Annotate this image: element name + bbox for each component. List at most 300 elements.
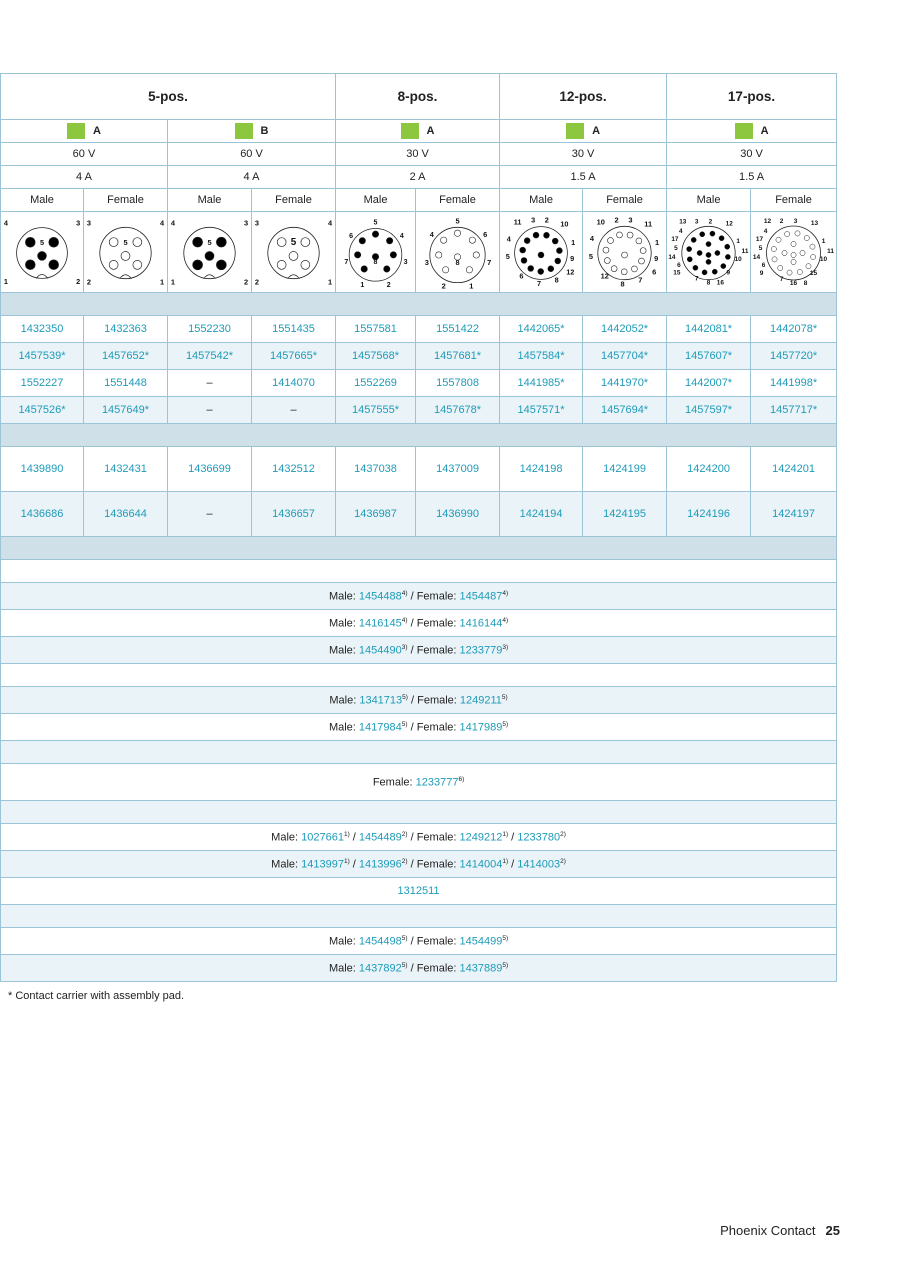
pin-label: 17 [671, 235, 679, 243]
part-number: 1437892 [358, 962, 402, 975]
pin [800, 250, 805, 255]
pin-label: 3 [86, 217, 92, 227]
part-number: 1416145 [358, 617, 402, 630]
part-number: 1457720* [751, 343, 837, 370]
female-label: / Female: [407, 935, 460, 948]
pin-label: 2 [441, 281, 446, 291]
pin [691, 237, 696, 242]
part-number: 1436686 [1, 492, 84, 537]
male-label: Male: [329, 694, 360, 707]
accessory-row [1, 637, 837, 664]
pin-label: 4 [328, 217, 333, 227]
part-number: 1454487 [459, 590, 503, 603]
current-cell: 2 A [336, 166, 500, 189]
pin-label: 1 [469, 281, 474, 291]
band-cell [1, 537, 837, 560]
accessory-cell [1, 637, 837, 664]
part-number: 1454498 [358, 935, 402, 948]
part-number: 1552230 [168, 316, 252, 343]
blank-cell [1, 801, 837, 824]
pin-label: 11 [827, 247, 834, 255]
part-number: 1457539* [1, 343, 84, 370]
coding-cell [1, 120, 168, 143]
pin [528, 265, 534, 271]
blank-cell [1, 905, 837, 928]
pin [782, 250, 787, 255]
pinout-svg [168, 213, 251, 292]
pin-label: 8 [455, 257, 460, 267]
pin-label: 8 [620, 279, 625, 289]
pinout-svg [667, 213, 750, 292]
pin-label: 17 [755, 235, 764, 243]
pin [384, 265, 390, 271]
pin [785, 231, 790, 236]
part-number: 1457526* [1, 397, 84, 424]
part-number: 1414004 [459, 858, 503, 871]
pin-label: 2 [86, 277, 92, 287]
pin [361, 265, 367, 271]
pin-label: 8 [554, 274, 559, 284]
part-number: 1027661 [301, 831, 344, 844]
band-cell [1, 424, 837, 447]
pin-label: 5 [758, 244, 763, 252]
pin [466, 266, 472, 272]
blank-cell [1, 664, 837, 687]
pin [533, 232, 539, 238]
pin-label: 5 [123, 237, 128, 247]
blank-row [1, 560, 837, 583]
pin-label: 13 [810, 219, 819, 227]
coding-label: B [260, 124, 269, 137]
accessory-cell [1, 878, 837, 905]
pinout-diagram-female-8pos [416, 212, 500, 293]
part-number: 1441970* [583, 370, 667, 397]
coding-cell [168, 120, 336, 143]
pin [205, 251, 214, 260]
pinout-svg [84, 213, 167, 292]
coding-cell [667, 120, 837, 143]
pin [109, 237, 118, 246]
pin-label: 4 [399, 232, 404, 240]
section-band [1, 537, 837, 560]
pin-label: 9 [570, 253, 575, 263]
part-number: 1437889 [459, 962, 503, 975]
voltage-row [1, 143, 837, 166]
pin [687, 256, 692, 261]
pinout-diagram-female-5pos-b [252, 212, 336, 293]
gender-cell: Male [336, 189, 416, 212]
part-number: 1457681* [416, 343, 500, 370]
header-17pos: 17-pos. [667, 74, 837, 120]
current-cell: 4 A [168, 166, 336, 189]
pin [109, 260, 118, 269]
pin [121, 251, 130, 260]
gender-cell: Male [168, 189, 252, 212]
accessory-row [1, 955, 837, 982]
part-number: 1424196 [667, 492, 751, 537]
part-number: 1233777 [415, 776, 459, 789]
footnote-ref: 3) [401, 643, 408, 651]
pin-label: 4 [3, 218, 8, 228]
part-number: 1454488 [358, 590, 402, 603]
footnote-ref: 5) [401, 934, 408, 942]
pin [700, 231, 705, 236]
pin-label: 1 [328, 277, 333, 287]
pin-label: 15 [673, 269, 681, 277]
pin-label: 9 [759, 269, 764, 277]
pin [776, 237, 781, 242]
accessory-cell [1, 714, 837, 741]
part-number: 1436699 [168, 447, 252, 492]
footer-brand: Phoenix Contact [720, 1223, 816, 1238]
pin [725, 244, 730, 249]
accessory-cell [1, 583, 837, 610]
pin [603, 247, 609, 253]
pin [611, 265, 617, 271]
pin-label: 6 [652, 267, 657, 277]
pin-label: 4 [506, 233, 511, 243]
part-number: 1414003 [517, 858, 561, 871]
footnote-ref: 5) [401, 961, 408, 969]
footnote: * Contact carrier with assembly pad. [8, 990, 185, 1002]
pin-label: 3 [628, 214, 633, 224]
pin [804, 235, 809, 240]
accessory-cell [1, 610, 837, 637]
pinout-diagram-female-12pos [583, 212, 667, 293]
pin [289, 251, 298, 260]
gender-cell: Female [416, 189, 500, 212]
pin-label: 13 [679, 217, 687, 225]
voltage-cell: 60 V [168, 143, 336, 166]
male-label: Male: [328, 935, 359, 948]
part-number: 1457665* [252, 343, 336, 370]
part-number: 1436657 [252, 492, 336, 537]
footnote-ref: 3) [502, 643, 509, 651]
pin [133, 260, 142, 269]
pin [25, 259, 35, 269]
part-number: – [168, 370, 252, 397]
pin-label: 5 [505, 251, 510, 261]
pin [631, 265, 637, 271]
accessory-cell [1, 928, 837, 955]
pin-label: 14 [668, 253, 676, 261]
part-number: 1457568* [336, 343, 416, 370]
pin [193, 259, 203, 269]
coding-swatch [235, 123, 253, 139]
pin [608, 237, 614, 243]
female-label: / Female: [407, 831, 460, 844]
pin [797, 269, 802, 274]
pin-label: 2 [254, 277, 260, 287]
pinout-svg [252, 213, 335, 292]
pin [524, 237, 530, 243]
page-number: 25 [825, 1223, 840, 1238]
pin-label: 6 [761, 261, 766, 269]
accessory-cell [1, 764, 837, 801]
female-label: / Female: [407, 644, 460, 657]
pin-label: 2 [614, 214, 619, 224]
pin-label: 14 [752, 253, 761, 261]
footnote-ref: 5) [402, 693, 408, 701]
separator: / [349, 858, 359, 871]
table-row [1, 447, 837, 492]
band-cell [1, 293, 837, 316]
female-label: / Female: [407, 858, 460, 871]
pinout-svg [336, 213, 415, 292]
table-row [1, 397, 837, 424]
pin-label: 6 [519, 270, 524, 280]
pinout-diagram-male-5pos-a [1, 212, 84, 293]
voltage-cell: 30 V [336, 143, 500, 166]
coding-label: A [760, 124, 769, 137]
female-label: / Female: [407, 617, 460, 630]
male-label: Male: [328, 590, 359, 603]
header-8pos: 8-pos. [336, 74, 500, 120]
pin [806, 263, 811, 268]
part-number: 1552227 [1, 370, 84, 397]
pin [386, 237, 392, 243]
part-number: – [168, 492, 252, 537]
pin-label: 2 [243, 277, 249, 287]
accessory-row [1, 878, 837, 905]
pinout-svg [751, 213, 836, 292]
part-number: 1233780 [517, 831, 561, 844]
pin [636, 237, 642, 243]
part-number: 1552269 [336, 370, 416, 397]
pin-label: 2 [386, 281, 391, 289]
accessory-row [1, 583, 837, 610]
male-label: Male: [328, 962, 359, 975]
pin-label: 5 [674, 244, 678, 252]
part-number: 1413997 [301, 858, 344, 871]
current-cell: 4 A [1, 166, 168, 189]
section-band [1, 293, 837, 316]
footnote-ref: 6) [458, 775, 465, 783]
pin [687, 246, 692, 251]
pin-label: 8 [373, 258, 378, 266]
female-label: / Female: [407, 694, 460, 707]
pin-label: 1 [159, 277, 165, 287]
pin [552, 238, 558, 244]
voltage-cell: 30 V [667, 143, 837, 166]
pin-label: 5 [455, 215, 460, 225]
footnote-ref: 4) [401, 616, 408, 624]
pin-label: 2 [708, 217, 713, 225]
pin [49, 259, 59, 269]
footnote-ref: 4) [401, 589, 408, 597]
pin-label: 1 [170, 277, 176, 287]
part-number: 1457571* [500, 397, 583, 424]
pin-label: 15 [809, 269, 818, 277]
pin-label: 10 [560, 219, 569, 229]
male-label: Male: [271, 831, 302, 844]
pin [301, 237, 310, 246]
part-number: 1457542* [168, 343, 252, 370]
separator: / [349, 831, 359, 844]
pin-label: 5 [588, 251, 593, 261]
part-number: 1432350 [1, 316, 84, 343]
pin [712, 269, 717, 274]
footnote-ref: 1) [502, 830, 509, 838]
part-number: 1424201 [751, 447, 837, 492]
pin [443, 266, 449, 272]
pin-label: 3 [694, 217, 699, 225]
pin-label: 10 [734, 255, 742, 263]
accessory-cell [1, 851, 837, 878]
part-number: 1416144 [459, 617, 503, 630]
pin-label: 11 [644, 218, 653, 228]
part-number: 1457597* [667, 397, 751, 424]
male-label: Male: [271, 858, 302, 871]
pin-label: 12 [600, 271, 609, 281]
pinout-svg [416, 213, 499, 292]
pin [787, 270, 792, 275]
part-number: 1249211 [459, 694, 502, 707]
separator: / [508, 831, 518, 844]
part-number: 1312511 [397, 885, 440, 897]
pin-label: 6 [677, 261, 681, 269]
accessory-row [1, 824, 837, 851]
pin [617, 231, 623, 237]
page-footer [720, 1223, 840, 1238]
pin-label: 16 [789, 279, 798, 287]
pin [544, 232, 550, 238]
accessory-cell [1, 955, 837, 982]
part-number: 1437038 [336, 447, 416, 492]
pin [390, 251, 396, 257]
pinout-diagram-female-17pos [751, 212, 837, 293]
pin [627, 232, 633, 238]
pin [193, 237, 203, 247]
pin-label: 3 [424, 257, 429, 267]
part-number: 1432512 [252, 447, 336, 492]
part-number: 1454490 [358, 644, 402, 657]
coding-label: A [592, 124, 601, 137]
pin [706, 259, 711, 264]
pin-label: 5 [39, 237, 45, 247]
part-number: 1457704* [583, 343, 667, 370]
pin [706, 252, 711, 257]
footnote-ref: 2) [401, 830, 408, 838]
part-number: 1457649* [84, 397, 168, 424]
part-number: 1457652* [84, 343, 168, 370]
pin-label: 12 [763, 217, 772, 225]
blank-cell [1, 741, 837, 764]
coding-cell [500, 120, 667, 143]
part-number: 1424195 [583, 492, 667, 537]
part-number: 1557581 [336, 316, 416, 343]
part-number: 1551422 [416, 316, 500, 343]
part-number: 1457694* [583, 397, 667, 424]
table-row [1, 316, 837, 343]
footnote-ref: 1) [343, 830, 350, 838]
pin [521, 257, 527, 263]
footnote-ref: 5) [502, 961, 509, 969]
pin-label: 8 [706, 279, 711, 287]
pin [133, 237, 142, 246]
accessory-row [1, 687, 837, 714]
gender-cell: Male [667, 189, 751, 212]
pin [710, 231, 715, 236]
footnote-ref: 4) [502, 589, 509, 597]
pin-label: 5 [207, 237, 212, 247]
part-number: 1424200 [667, 447, 751, 492]
blank-row [1, 664, 837, 687]
pin-label: 8 [803, 279, 808, 287]
female-label: / Female: [407, 721, 460, 734]
part-number: 1442007* [667, 370, 751, 397]
footnote-ref: 5) [501, 693, 508, 701]
pin [621, 268, 627, 274]
header-5pos: 5-pos. [1, 74, 336, 120]
female-label: / Female: [407, 962, 460, 975]
pin [719, 235, 724, 240]
connector-table [0, 73, 837, 982]
gender-cell: Female [84, 189, 168, 212]
footnote-ref: 2) [560, 857, 566, 865]
pin-label: 7 [487, 257, 492, 267]
pin [301, 260, 310, 269]
pin-label: 6 [483, 229, 488, 239]
pin-label: 3 [793, 217, 798, 225]
footnote-ref: 5) [401, 720, 408, 728]
section-band [1, 424, 837, 447]
part-number: 1454489 [358, 831, 402, 844]
part-number: 1424199 [583, 447, 667, 492]
part-number: 1436990 [416, 492, 500, 537]
part-number: 1454499 [459, 935, 503, 948]
part-number: 1557808 [416, 370, 500, 397]
pinout-diagram-female-5pos-a [84, 212, 168, 293]
position-header-row [1, 74, 837, 120]
coding-label: A [93, 124, 101, 137]
pin-label: 11 [741, 247, 749, 255]
separator: / [508, 858, 518, 871]
pin [38, 251, 47, 260]
pin [693, 265, 698, 270]
part-number: 1442065* [500, 316, 583, 343]
pin [697, 250, 702, 255]
part-number: 1457678* [416, 397, 500, 424]
accessory-row [1, 714, 837, 741]
pin [25, 237, 35, 247]
male-label: Male: [328, 644, 359, 657]
voltage-cell: 60 V [1, 143, 168, 166]
part-number: 1436987 [336, 492, 416, 537]
pin [473, 251, 479, 257]
pin-label: 1 [571, 237, 576, 247]
pin-label: 12 [566, 266, 575, 276]
pin-label: 7 [344, 258, 349, 266]
pin [538, 252, 544, 258]
part-number: 1457555* [336, 397, 416, 424]
gender-row [1, 189, 837, 212]
pin-label: 1 [821, 237, 826, 245]
pin [359, 237, 365, 243]
part-number: 1442081* [667, 316, 751, 343]
part-number: 1341713 [359, 694, 403, 707]
pin-label: 4 [159, 217, 165, 227]
footnote-ref: 1) [343, 857, 350, 865]
pin-label: 7 [537, 278, 542, 288]
pin-label: 7 [694, 275, 699, 283]
pin-label: 16 [716, 279, 724, 287]
pin [771, 246, 776, 251]
pin-label: 2 [779, 217, 784, 225]
pin [49, 237, 59, 247]
pinout-diagram-male-17pos [667, 212, 751, 293]
part-number: 1417989 [459, 721, 503, 734]
